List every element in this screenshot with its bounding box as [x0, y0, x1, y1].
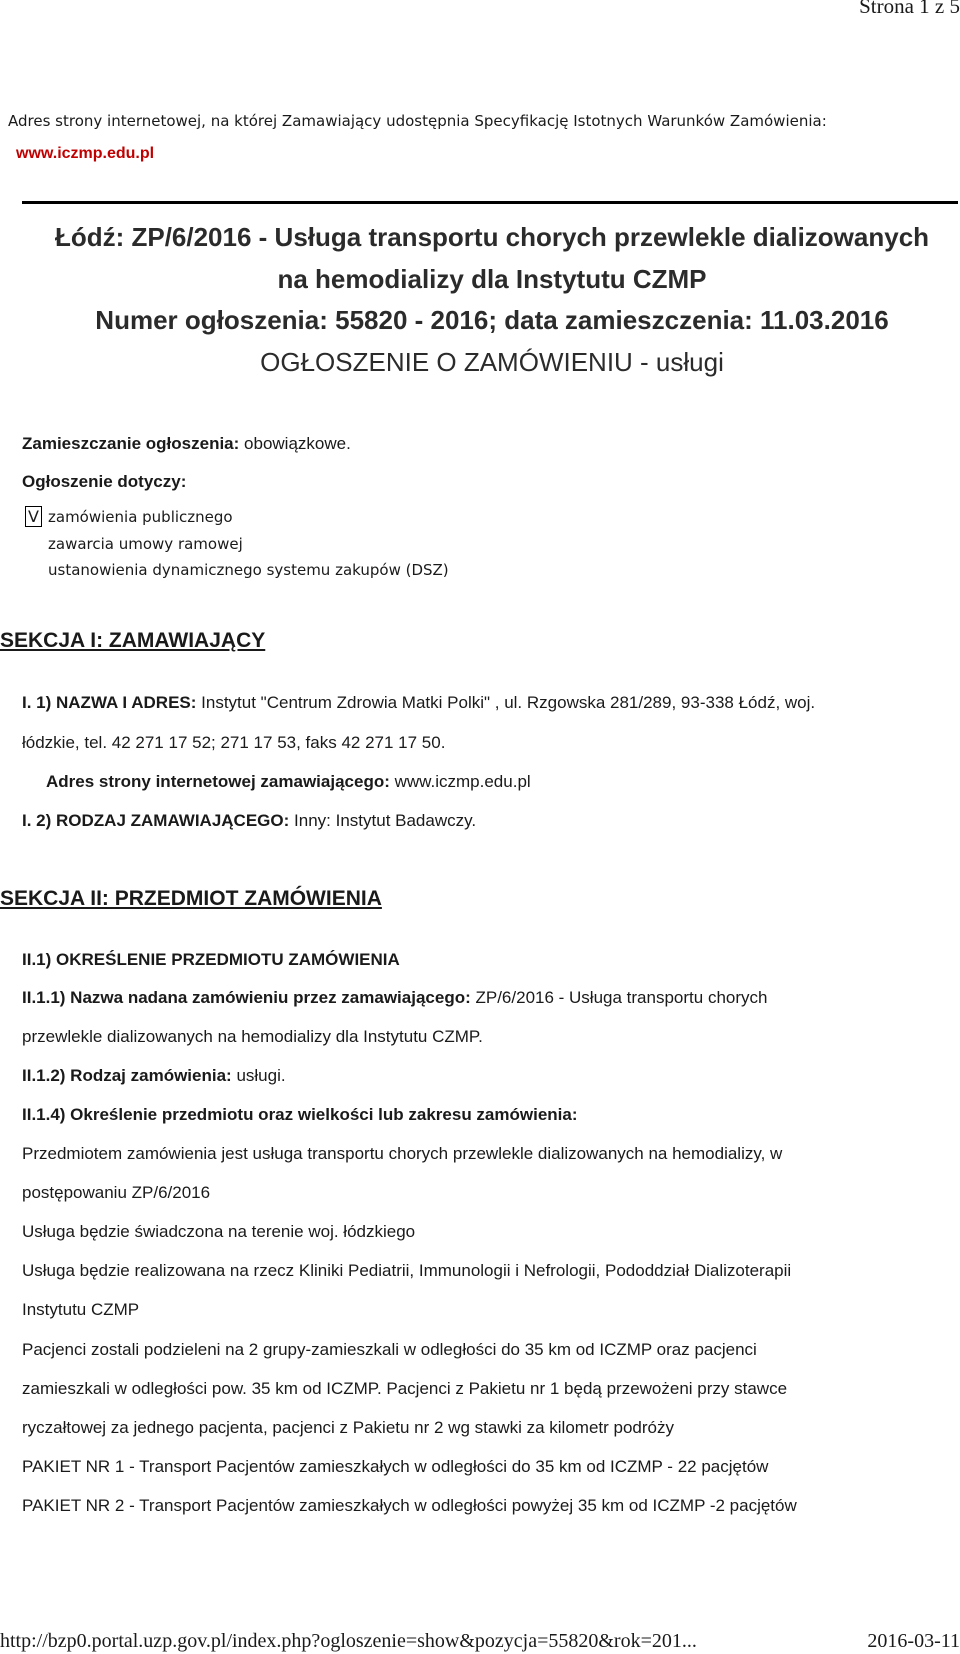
order-name	[22, 988, 767, 1008]
website-label: Adres strony internetowej zamawiającego:	[46, 772, 390, 791]
type-label: I. 2) RODZAJ ZAMAWIAJĄCEGO:	[22, 811, 290, 830]
scope-line: zamieszkali w odległości pow. 35 km od ICZMP. Pacjenci z Pakietu nr 1 będą przewożeni przy stawce	[22, 1379, 788, 1398]
option-framework-agreement: zawarcia umowy ramowej	[48, 535, 243, 553]
scope-line: Przedmiotem zamówienia jest usługa transportu chorych przewlekle dializowanych na hemodializy, w	[22, 1144, 783, 1163]
website-value: www.iczmp.edu.pl	[394, 772, 531, 791]
notice-type: OGŁOSZENIE O ZAMÓWIENIU - usługi	[260, 347, 724, 377]
name-label: I. 1) NAZWA I ADRES:	[22, 693, 197, 712]
checkbox-public-order: V	[25, 506, 42, 527]
type-value: Inny: Instytut Badawczy.	[294, 811, 477, 830]
siwz-link[interactable]: www.iczmp.edu.pl	[16, 145, 155, 162]
page-number: Strona 1 z 5	[859, 0, 960, 18]
order-name-continued: przewlekle dializowanych na hemodializy dla Instytutu CZMP.	[22, 1027, 483, 1046]
contracting-authority-name	[22, 693, 815, 713]
concerns-label: Ogłoszenie dotyczy:	[22, 472, 187, 491]
posting-row	[22, 434, 351, 454]
name-value: Instytut "Centrum Zdrowia Matki Polki" , ul. Rzgowska 281/289, 93-338 Łódź, woj.	[201, 693, 816, 712]
intro-text: Adres strony internetowej, na której Zamawiający udostępnia Specyfikację Istotnych Warunków Zamówienia:	[8, 112, 827, 130]
footer-url: http://bzp0.portal.uzp.gov.pl/index.php?ogloszenie=show&pozycja=55820&rok=201...	[0, 1630, 697, 1652]
section-1-heading: SEKCJA I: ZAMAWIAJĄCY	[0, 629, 266, 652]
section-2-heading: SEKCJA II: PRZEDMIOT ZAMÓWIENIA	[0, 887, 382, 910]
footer-date: 2016-03-11	[867, 1630, 960, 1652]
scope-label: II.1.4) Określenie przedmiotu oraz wielkości lub zakresu zamówienia:	[22, 1105, 578, 1124]
order-name-value: ZP/6/2016 - Usługa transportu chorych	[475, 988, 768, 1007]
order-kind	[22, 1066, 286, 1086]
scope-line: ryczałtowej za jednego pacjenta, pacjenci z Pakietu nr 2 wg stawki za kilometr podróży	[22, 1418, 674, 1437]
posting-label: Zamieszczanie ogłoszenia:	[22, 434, 240, 453]
posting-value: obowiązkowe.	[244, 434, 351, 453]
scope-line: PAKIET NR 2 - Transport Pacjentów zamieszkałych w odległości powyżej 35 km od ICZMP -2 pacjętów	[22, 1496, 797, 1515]
scope-line: postępowaniu ZP/6/2016	[22, 1183, 211, 1202]
scope-line: Pacjenci zostali podzieleni na 2 grupy-zamieszkali w odległości do 35 km od ICZMP oraz pacjenci	[22, 1340, 757, 1359]
title-line-1: Łódź: ZP/6/2016 - Usługa transportu chorych przewlekle dializowanych	[54, 222, 930, 252]
order-kind-value: usługi.	[236, 1066, 286, 1085]
contracting-authority-contact: łódzkie, tel. 42 271 17 52; 271 17 53, faks 42 271 17 50.	[22, 733, 446, 752]
authority-website	[46, 772, 531, 792]
order-name-label: II.1.1) Nazwa nadana zamówieniu przez zamawiającego:	[22, 988, 471, 1007]
header-rule	[22, 201, 958, 204]
option-public-order: zamówienia publicznego	[48, 508, 233, 526]
scope-line: PAKIET NR 1 - Transport Pacjentów zamieszkałych w odległości do 35 km od ICZMP - 22 pacjętów	[22, 1457, 769, 1476]
scope-line: Usługa będzie realizowana na rzecz Kliniki Pediatrii, Immunologii i Nefrologii, Pododdział Dializoterapii	[22, 1261, 792, 1280]
section-2-subheading: II.1) OKREŚLENIE PRZEDMIOTU ZAMÓWIENIA	[22, 950, 400, 969]
scope-line: Usługa będzie świadczona na terenie woj. łódzkiego	[22, 1222, 416, 1241]
option-dsz: ustanowienia dynamicznego systemu zakupów (DSZ)	[48, 561, 449, 579]
scope-line: Instytutu CZMP	[22, 1300, 140, 1319]
authority-type	[22, 811, 476, 831]
title-line-2: na hemodializy dla Instytutu CZMP	[277, 264, 707, 294]
order-kind-label: II.1.2) Rodzaj zamówienia:	[22, 1066, 232, 1085]
notice-number: Numer ogłoszenia: 55820 - 2016; data zamieszczenia: 11.03.2016	[95, 305, 889, 335]
